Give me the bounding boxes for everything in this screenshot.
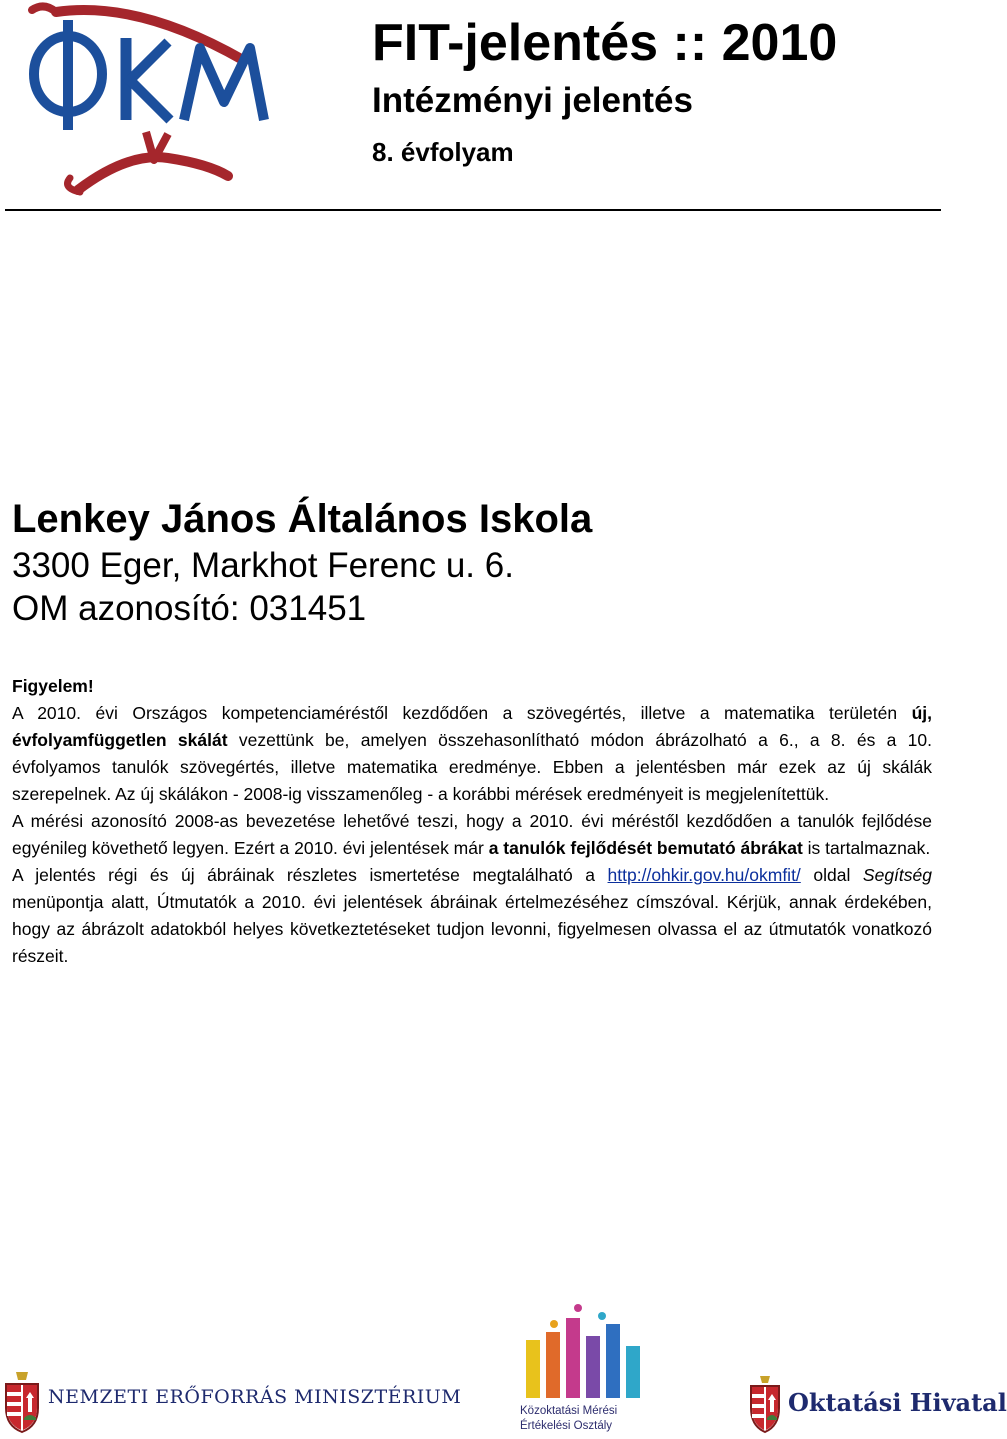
hungarian-coat-of-arms-icon xyxy=(2,1368,42,1434)
report-header xyxy=(372,10,942,178)
notice-emphasis-scale: új, évfolyamfüggetlen skálát xyxy=(12,703,932,750)
okmfit-link[interactable]: http://ohkir.gov.hu/okmfit/ xyxy=(607,865,801,885)
report-grade: 8. évfolyam xyxy=(372,137,514,167)
notice-paragraph-2: A mérési azonosító 2008-as bevezetése lehetővé teszi, hogy a 2010. évi méréstől kezdődően a tanulók fejlődése egyénileg követhető legyen. Ezért a 2010. évi jelentések már a tanulók fejlődését bemutató ábrákat is tartalmaznak. xyxy=(12,811,932,858)
notice-paragraph-1: A 2010. évi Országos kompetenciaméréstől kezdődően a szövegértés, illetve a matematika területén új, évfolyamfüggetlen skálát vezettünk be, amelyen összehasonlítható módon ábrázolható a 6., a 8. és a 10. évfolyamos tanulók szövegértés, illetve matematika eredménye. Ebben a jelentésben már ezek az új skálák szerepelnek. Az új skálákon - 2008-ig visszamenőleg - a korábbi mérések eredményeit is megjelenítettük. xyxy=(12,703,932,804)
okm-logo xyxy=(18,2,276,198)
help-menu-name: Segítség xyxy=(862,865,932,885)
notice-emphasis-progress: a tanulók fejlődését bemutató ábrákat xyxy=(488,838,803,858)
ministry-name: NEMZETI ERŐFORRÁS MINISZTÉRIUM xyxy=(48,1386,462,1408)
header-divider xyxy=(5,209,941,211)
report-title: FIT-jelentés :: 2010 xyxy=(372,14,838,72)
kmeo-name: Közoktatási Mérési Értékelési Osztály xyxy=(520,1405,618,1432)
okm-logo-graphic xyxy=(18,2,276,198)
education-office-name: Oktatási Hivatal xyxy=(788,1388,1007,1417)
report-subtitle: Intézményi jelentés xyxy=(372,81,693,120)
school-info xyxy=(12,494,942,630)
kmeo-logo xyxy=(520,1302,650,1439)
notice-paragraph-3: A jelentés régi és új ábráinak részletes ismertetése megtalálható a http://ohkir.gov.hu/okmfit/ oldal Segítség menüpontja alatt, Útmutatók a 2010. évi jelentések ábráinak értelmezéséhez címszóval. Kérjük, annak érdekében, hogy az ábrázolt adatokból helyes következtetéseket tudjon levonni, figyelmesen olvassa el az útmutatók vonatkozó részeit. xyxy=(12,865,932,966)
hungarian-coat-of-arms-icon xyxy=(748,1374,782,1434)
notice-heading: Figyelem! xyxy=(12,676,94,696)
notice-section xyxy=(12,673,932,970)
school-om-id: OM azonosító: 031451 xyxy=(12,589,367,628)
ministry-logo xyxy=(2,1368,462,1434)
school-address: 3300 Eger, Markhot Ferenc u. 6. xyxy=(12,546,514,585)
bar-columns-icon xyxy=(520,1302,650,1402)
education-office-logo xyxy=(748,1374,1007,1436)
school-name: Lenkey János Általános Iskola xyxy=(12,497,593,541)
